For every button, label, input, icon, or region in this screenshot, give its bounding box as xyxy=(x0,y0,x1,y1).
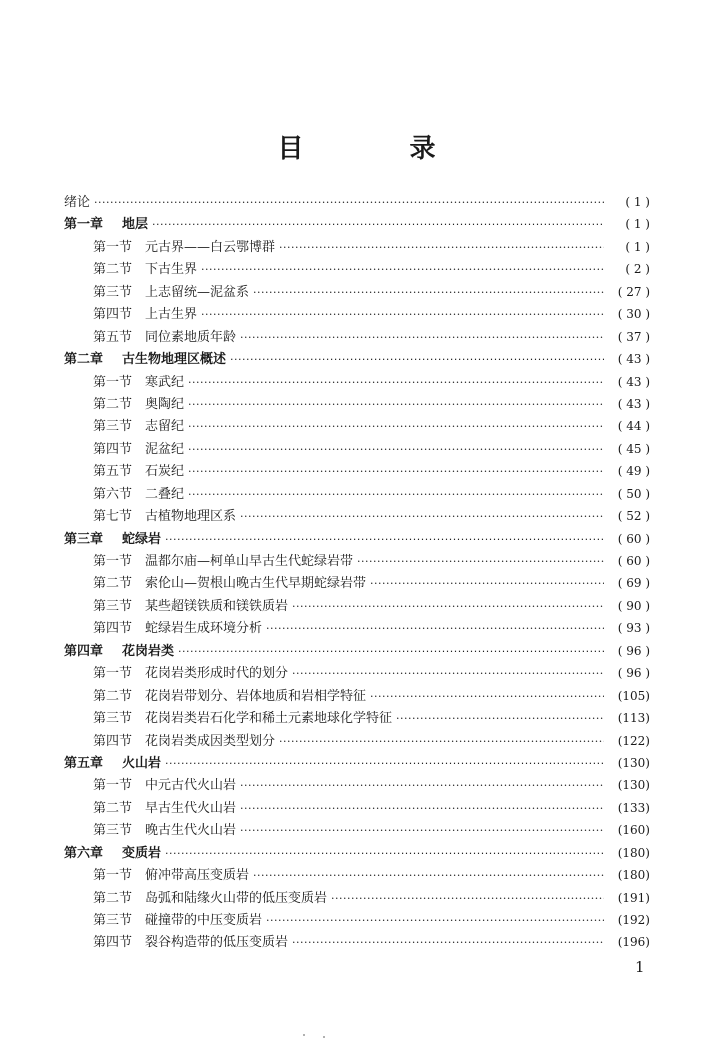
toc-dot-leader xyxy=(240,824,604,837)
toc-section-entry[interactable] xyxy=(64,617,650,639)
toc-entry-page: ( 43 ) xyxy=(617,374,650,389)
toc-entry-title: 泥盆纪 xyxy=(145,441,185,457)
toc-dot-leader xyxy=(230,353,604,366)
toc-entry-number: 第三节 xyxy=(93,598,133,614)
toc-entry-title: 蛇绿岩生成环境分析 xyxy=(145,621,263,637)
toc-section-entry[interactable] xyxy=(64,909,650,931)
toc-entry-title: 火山岩 xyxy=(122,755,162,771)
toc-entry-page: (113) xyxy=(617,711,650,726)
toc-chapter-entry[interactable] xyxy=(64,640,650,662)
toc-dot-leader xyxy=(279,735,604,748)
toc-section-entry[interactable] xyxy=(64,281,650,303)
toc-entry-title: 古植物地理区系 xyxy=(145,509,237,525)
toc-entry-page: ( 37 ) xyxy=(617,329,650,344)
toc-entry-page: ( 50 ) xyxy=(617,486,650,501)
toc-dot-leader xyxy=(240,802,604,815)
toc-entry-title: 石炭纪 xyxy=(145,464,185,480)
toc-entry-title: 裂谷构造带的低压变质岩 xyxy=(145,935,289,951)
toc-entry-number: 第五节 xyxy=(93,464,133,480)
scan-speck xyxy=(323,1036,325,1038)
toc-entry-title: 岛弧和陆缘火山带的低压变质岩 xyxy=(145,890,328,906)
toc-entry-page: ( 1 ) xyxy=(625,195,650,209)
toc-entry-number: 第三节 xyxy=(93,711,133,727)
toc-section-entry[interactable] xyxy=(64,685,650,707)
toc-entry-title: 晚古生代火山岩 xyxy=(145,823,237,839)
toc-entry-page: ( 45 ) xyxy=(617,441,650,456)
toc-entry-number: 第三节 xyxy=(93,284,133,300)
toc-entry-title: 花岗岩类岩石化学和稀土元素地球化学特征 xyxy=(145,711,393,727)
toc-entry-title: 上志留统—泥盆系 xyxy=(145,284,250,300)
toc-entry-title: 温都尔庙—柯单山早古生代蛇绿岩带 xyxy=(145,554,354,569)
toc-entry-page: ( 27 ) xyxy=(617,284,650,299)
toc-entry-number: 第五节 xyxy=(93,329,133,345)
toc-entry-title: 索伦山—贺根山晚古生代早期蛇绿岩带 xyxy=(145,576,367,592)
toc-entry-number: 第四节 xyxy=(93,621,133,637)
toc-entry-number: 第一节 xyxy=(93,868,133,884)
toc-section-entry[interactable] xyxy=(64,303,650,325)
toc-entry-page: ( 44 ) xyxy=(617,419,650,434)
toc-entry-title: 奥陶纪 xyxy=(145,396,185,412)
toc-entry-title: 蛇绿岩 xyxy=(122,531,162,547)
toc-entry-number: 第四章 xyxy=(64,643,104,659)
toc-section-entry[interactable] xyxy=(64,887,650,909)
toc-entry-page: (196) xyxy=(617,935,650,950)
toc-entry-page: ( 1 ) xyxy=(625,239,650,254)
toc-dot-leader xyxy=(253,286,604,299)
toc-entry-page: ( 96 ) xyxy=(617,666,650,681)
toc-section-entry[interactable] xyxy=(64,326,650,348)
toc-dot-leader xyxy=(165,757,604,770)
toc-dot-leader xyxy=(188,420,604,433)
toc-entry-page: (180) xyxy=(617,868,650,883)
toc-entry-title: 绪论 xyxy=(64,195,91,210)
toc-section-entry[interactable] xyxy=(64,931,650,953)
toc-entry-title: 某些超镁铁质和镁铁质岩 xyxy=(145,598,289,614)
toc-section-entry[interactable] xyxy=(64,505,650,527)
toc-entry-page: (133) xyxy=(617,800,650,815)
toc-entry-number: 第一节 xyxy=(93,666,133,682)
toc-dot-leader xyxy=(94,196,604,209)
toc-entry-page: ( 69 ) xyxy=(617,576,650,591)
toc-entry-title: 同位素地质年龄 xyxy=(145,329,237,345)
toc-entry-number: 第四节 xyxy=(93,935,133,951)
toc-entry-title: 变质岩 xyxy=(122,845,162,861)
toc-dot-leader xyxy=(370,690,604,703)
toc-entry-number: 第二节 xyxy=(93,800,133,816)
toc-dot-leader xyxy=(370,577,604,590)
toc-entry-number: 第四节 xyxy=(93,441,133,457)
toc-section-entry[interactable] xyxy=(64,595,650,617)
toc-chapter-entry[interactable] xyxy=(64,752,650,774)
page-title: 目 录 xyxy=(277,134,476,164)
toc-section-entry[interactable] xyxy=(64,483,650,505)
toc-section-entry[interactable] xyxy=(64,460,650,482)
toc-entry-title: 花岗岩带划分、岩体地质和岩相学特征 xyxy=(145,688,367,704)
toc-dot-leader xyxy=(165,533,604,546)
toc-entry-number: 第四节 xyxy=(93,733,133,749)
toc-dot-leader xyxy=(292,600,604,613)
toc-entry-page: ( 60 ) xyxy=(617,554,650,568)
toc-entry-number: 第六节 xyxy=(93,486,133,502)
toc-entry-title: 早古生代火山岩 xyxy=(145,800,237,816)
toc-entry-page: ( 52 ) xyxy=(617,509,650,524)
toc-entry-page: ( 1 ) xyxy=(625,217,650,232)
toc-dot-leader xyxy=(266,622,604,635)
toc-entry-number: 第四节 xyxy=(93,307,133,323)
toc-dot-leader xyxy=(266,914,604,927)
toc-entry-number: 第三节 xyxy=(93,913,133,928)
toc-entry-title: 俯冲带高压变质岩 xyxy=(145,868,250,884)
toc-dot-leader xyxy=(240,779,604,792)
toc-section-entry[interactable] xyxy=(64,393,650,415)
toc-entry-number: 第七节 xyxy=(93,509,133,525)
toc-entry-page: ( 30 ) xyxy=(617,307,650,322)
toc-entry-title: 花岗岩类成因类型划分 xyxy=(145,733,276,749)
toc-dot-leader xyxy=(253,869,604,882)
toc-entry-title: 花岗岩类形成时代的划分 xyxy=(145,666,289,682)
toc-entry-number: 第二章 xyxy=(64,352,104,368)
toc-entry-number: 第二节 xyxy=(93,262,133,278)
toc-entry-title: 古生物地理区概述 xyxy=(122,352,227,368)
toc-dot-leader xyxy=(357,555,604,568)
toc-entry-number: 第一节 xyxy=(93,778,133,794)
toc-section-entry[interactable] xyxy=(64,258,650,280)
toc-section-entry[interactable] xyxy=(64,572,650,594)
toc-entry-page: (180) xyxy=(617,845,650,860)
toc-entry-title: 碰撞带的中压变质岩 xyxy=(145,913,263,928)
toc-entry-title: 花岗岩类 xyxy=(122,643,175,659)
toc-entry-number: 第三节 xyxy=(93,823,133,839)
toc-entry-number: 第一章 xyxy=(64,217,104,233)
toc-dot-leader xyxy=(201,308,604,321)
toc-entry-page: ( 93 ) xyxy=(617,621,650,636)
toc-section-entry[interactable] xyxy=(64,550,650,572)
toc-dot-leader xyxy=(188,488,604,501)
toc-section-entry[interactable] xyxy=(64,438,650,460)
toc-section-entry[interactable] xyxy=(64,730,650,752)
toc-entry-page: (160) xyxy=(617,823,650,838)
toc-dot-leader xyxy=(152,218,604,231)
toc-section-entry[interactable] xyxy=(64,797,650,819)
toc-entry-number: 第二节 xyxy=(93,688,133,704)
toc-section-entry[interactable] xyxy=(64,707,650,729)
toc-entry-number: 第六章 xyxy=(64,845,104,861)
toc-dot-leader xyxy=(240,331,604,344)
toc-entry-page: ( 49 ) xyxy=(617,464,650,479)
toc-entry-number: 第五章 xyxy=(64,755,104,771)
toc-entry-number: 第二节 xyxy=(93,890,133,906)
toc-entry-page: ( 43 ) xyxy=(617,352,650,367)
toc-dot-leader xyxy=(240,510,604,523)
toc-entry-page: ( 60 ) xyxy=(617,531,650,546)
toc-dot-leader xyxy=(396,712,604,725)
toc-entry-page: ( 96 ) xyxy=(617,643,650,658)
toc-entry-number: 第三节 xyxy=(93,419,133,435)
toc-entry-page: ( 43 ) xyxy=(617,396,650,411)
toc-section-entry[interactable] xyxy=(64,415,650,437)
toc-entry-page: (191) xyxy=(617,890,650,905)
toc-section-entry[interactable] xyxy=(64,662,650,684)
toc-chapter-entry[interactable] xyxy=(64,213,650,235)
toc-section-entry[interactable] xyxy=(64,236,650,258)
toc-entry-title: 上古生界 xyxy=(145,307,198,323)
toc-dot-leader xyxy=(292,936,604,949)
toc-entry-title: 志留纪 xyxy=(145,419,185,435)
toc-dot-leader xyxy=(331,892,604,905)
toc-entry-title: 二叠纪 xyxy=(145,486,185,502)
toc-chapter-entry[interactable] xyxy=(64,528,650,550)
toc-entry-page: ( 90 ) xyxy=(617,598,650,613)
toc-entry-title: 中元古代火山岩 xyxy=(145,778,237,794)
toc-dot-leader xyxy=(165,847,604,860)
toc-section-entry[interactable] xyxy=(64,371,650,393)
toc-entry-page: ( 2 ) xyxy=(625,262,650,277)
toc-dot-leader xyxy=(188,376,604,389)
page-number: 1 xyxy=(635,958,645,976)
toc-entry-number: 第三章 xyxy=(64,531,104,547)
toc-chapter-entry[interactable] xyxy=(64,348,650,370)
toc-dot-leader xyxy=(201,263,604,276)
toc-entry-title: 寒武纪 xyxy=(145,374,185,390)
toc-entry-page: (105) xyxy=(617,688,650,703)
toc-entry-number: 第二节 xyxy=(93,396,133,412)
toc-chapter-entry[interactable] xyxy=(64,842,650,864)
toc-entry-title: 下古生界 xyxy=(145,262,198,278)
toc-dot-leader xyxy=(279,241,604,254)
scan-speck xyxy=(303,1034,305,1036)
toc-dot-leader xyxy=(188,398,604,411)
toc-entry-title: 地层 xyxy=(122,217,149,233)
toc-entry-page: (130) xyxy=(617,778,650,793)
toc-dot-leader xyxy=(188,443,604,456)
toc-entry-number: 第一节 xyxy=(93,554,133,569)
toc-entry-title: 元古界——白云鄂博群 xyxy=(145,239,276,255)
toc-dot-leader xyxy=(178,645,604,658)
toc-entry-number: 第一节 xyxy=(93,239,133,255)
toc-section-entry[interactable] xyxy=(64,864,650,886)
toc-entry-page: (122) xyxy=(617,733,650,748)
toc-section-entry[interactable] xyxy=(64,774,650,796)
toc-intro-entry[interactable] xyxy=(64,191,650,213)
toc-dot-leader xyxy=(188,465,604,478)
toc-entry-page: (130) xyxy=(617,755,650,770)
toc-entry-number: 第二节 xyxy=(93,576,133,592)
toc-entry-number: 第一节 xyxy=(93,374,133,390)
table-of-contents xyxy=(64,191,650,954)
toc-dot-leader xyxy=(292,667,604,680)
toc-entry-page: (192) xyxy=(617,913,650,927)
toc-section-entry[interactable] xyxy=(64,819,650,841)
